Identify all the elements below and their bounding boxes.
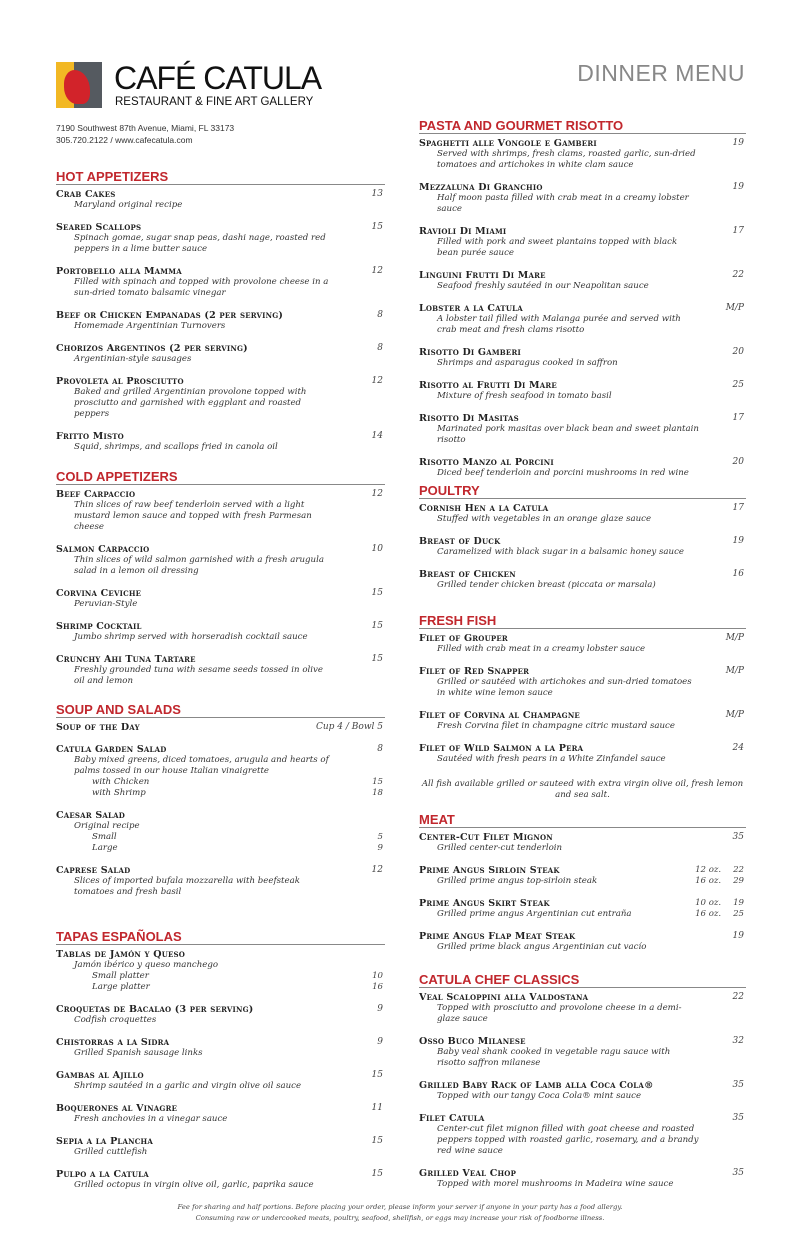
item-name: Boquerones al Vinagre [56, 1103, 178, 1114]
item-name: Grilled Veal Chop [419, 1168, 517, 1179]
section-title: FRESH FISH [419, 614, 746, 629]
section-title: TAPAS ESPAÑOLAS [56, 930, 385, 945]
brand-name: CAFÉ CATULA [114, 60, 322, 96]
item-description: Grilled center-cut tenderloin [437, 843, 563, 853]
menu-item [56, 621, 385, 643]
section-cold-appetizers [56, 470, 385, 698]
menu-item [56, 376, 385, 420]
size-label: 10 oz. [695, 898, 722, 908]
option-price: 10 [372, 971, 383, 981]
item-price: 15 [371, 588, 383, 598]
item-description: Topped with our tangy Coca Cola® mint sauce [437, 1091, 642, 1101]
item-name: Veal Scaloppini alla Valdostana [419, 992, 589, 1003]
section-title: SOUP AND SALADS [56, 703, 385, 718]
item-description: Served with shrimps, fresh clams, roasted garlic, sun-dried tomatoes and artichokes in white clam sauce [437, 149, 696, 170]
menu-item [419, 457, 746, 479]
item-price: 15 [371, 1136, 383, 1146]
item-description: Original recipe [74, 821, 140, 831]
menu-item [56, 310, 385, 332]
item-name: Crunchy Ahi Tuna Tartare [56, 654, 196, 665]
menu-item [419, 931, 746, 953]
item-name: Corvina Ceviche [56, 588, 142, 599]
menu-item [56, 1169, 385, 1191]
menu-item [419, 1036, 746, 1069]
item-price: 9 [377, 1004, 383, 1014]
section-catula-chef-classics [419, 973, 746, 1201]
item-description: Caramelized with black sugar in a balsamic honey sauce [437, 547, 684, 557]
item-price: 22 [732, 270, 744, 280]
item-name: Salmon Carpaccio [56, 544, 150, 555]
item-price: 35 [732, 1168, 744, 1178]
item-price: M/P [725, 303, 744, 313]
item-name: Crab Cakes [56, 189, 116, 200]
menu-item [56, 1103, 385, 1125]
item-name: Risotto Di Masitas [419, 413, 519, 424]
item-description: Codfish croquettes [74, 1015, 157, 1025]
item-price: 8 [377, 343, 383, 353]
item-price: 19 [732, 182, 744, 192]
item-price: 15 [371, 222, 383, 232]
section-title: COLD APPETIZERS [56, 470, 385, 485]
item-name: Seared Scallops [56, 222, 142, 233]
menu-item [419, 1080, 746, 1102]
item-option [56, 843, 385, 854]
item-description: Baby veal shank cooked in vegetable ragu sauce with risotto saffron milanese [437, 1047, 671, 1068]
item-name: Croquetas de Bacalao (3 per serving) [56, 1004, 254, 1015]
menu-item [419, 633, 746, 655]
menu-item [419, 743, 746, 765]
menu-item [419, 898, 746, 920]
item-price: 17 [732, 413, 744, 423]
menu-item [56, 1136, 385, 1158]
item-price: 35 [732, 1113, 744, 1123]
item-description: Diced beef tenderloin and porcini mushrooms in red wine [437, 468, 689, 478]
item-price: 32 [732, 1036, 744, 1046]
item-name: Beef Carpaccio [56, 489, 136, 500]
item-price: 25 [732, 380, 744, 390]
item-description: Jumbo shrimp served with horseradish cocktail sauce [74, 632, 308, 642]
item-price: 12 [371, 865, 383, 875]
item-name: Spaghetti alle Vongole e Gamberi [419, 138, 597, 149]
item-name: Grilled Baby Rack of Lamb alla Coca Cola® [419, 1080, 654, 1091]
item-name: Filet of Corvina al Champagne [419, 710, 580, 721]
item-price: 10 [371, 544, 383, 554]
item-description: Thin slices of raw beef tenderloin served with a light mustard lemon sauce and topped with fresh Parmesan cheese [74, 500, 312, 532]
item-description: Shrimp sautéed in a garlic and virgin olive oil sauce [74, 1081, 302, 1091]
menu-item [56, 222, 385, 255]
section-hot-appetizers [56, 170, 385, 464]
menu-item [419, 303, 746, 336]
item-price: M/P [725, 710, 744, 720]
item-price: 11 [371, 1103, 383, 1113]
item-description: Seafood freshly sautéed in our Neapolitan sauce [437, 281, 649, 291]
menu-item [419, 270, 746, 292]
option-price: 18 [372, 788, 383, 798]
item-description: Grilled prime angus top-sirloin steak [437, 876, 598, 886]
item-size-price [695, 876, 744, 887]
item-description: Grilled cuttlefish [74, 1147, 148, 1157]
item-description: Fresh Corvina filet in champagne citric mustard sauce [437, 721, 675, 731]
item-description: Grilled prime black angus Argentinian cut vacío [437, 942, 647, 952]
menu-item [56, 654, 385, 687]
option-price: 16 [372, 982, 383, 992]
item-name: Filet Catula [419, 1113, 485, 1124]
menu-item [419, 1113, 746, 1157]
item-description: Grilled octopus in virgin olive oil, garlic, paprika sauce [74, 1180, 314, 1190]
item-name: Prime Angus Sirloin Steak [419, 865, 560, 876]
item-description: Argentinian-style sausages [74, 354, 192, 364]
item-name: Chorizos Argentinos (2 per serving) [56, 343, 248, 354]
item-description: Slices of imported bufala mozzarella with beefsteak tomatoes and fresh basil [74, 876, 300, 897]
item-description: Stuffed with vegetables in an orange glaze sauce [437, 514, 652, 524]
item-name: Mezzaluna Di Granchio [419, 182, 543, 193]
item-price: 12 [371, 376, 383, 386]
menu-item [419, 413, 746, 446]
item-name: Breast of Chicken [419, 569, 516, 580]
option-label: Large platter [92, 982, 150, 992]
footer-disclaimer [0, 1202, 800, 1224]
menu-item [419, 536, 746, 558]
item-price: 15 [371, 621, 383, 631]
item-price: 8 [377, 310, 383, 320]
address: 7190 Southwest 87th Avenue, Miami, FL 33173 [56, 123, 235, 133]
menu-item [419, 992, 746, 1025]
item-description: Fresh anchovies in a vinegar sauce [74, 1114, 228, 1124]
cafe-catula-logo [56, 62, 102, 108]
item-description: Homemade Argentinian Turnovers [74, 321, 226, 331]
section-title: MEAT [419, 813, 746, 828]
item-description: Marinated pork masitas over black bean and sweet plantain risotto [437, 424, 699, 445]
item-name: Risotto Di Gamberi [419, 347, 521, 358]
menu-item [56, 865, 385, 898]
menu-item [419, 710, 746, 732]
contact-info [56, 122, 234, 146]
item-name: Caesar Salad [56, 810, 126, 821]
item-name: Filet of Wild Salmon a la Pera [419, 743, 584, 754]
menu-item [56, 588, 385, 610]
item-description: Spinach gomae, sugar snap peas, dashi nage, roasted red peppers in a lime butter sauce [74, 233, 326, 254]
item-price: 12 [371, 489, 383, 499]
item-description: Half moon pasta filled with crab meat in a creamy lobster sauce [437, 193, 689, 214]
item-price: Cup 4 / Bowl 5 [316, 722, 383, 732]
section-pasta-and-gourmet-risotto [419, 119, 746, 490]
menu-item [419, 832, 746, 854]
item-name: Gambas al Ajillo [56, 1070, 144, 1081]
menu-item [56, 1037, 385, 1059]
item-name: Osso Buco Milanese [419, 1036, 526, 1047]
section-tapas-espanolas [56, 930, 385, 1202]
menu-item [419, 569, 746, 591]
menu-item [56, 810, 385, 854]
item-name: Risotto al Frutti Di Mare [419, 380, 557, 391]
item-price: 20 [732, 457, 744, 467]
item-description: Maryland original recipe [74, 200, 183, 210]
item-price: 15 [371, 1070, 383, 1080]
section-title: HOT APPETIZERS [56, 170, 385, 185]
section-note: All fish available grilled or sauteed with extra virgin olive oil, fresh lemon and sea salt. [421, 779, 744, 800]
item-description: Shrimps and asparagus cooked in saffron [437, 358, 618, 368]
option-price: 9 [377, 843, 383, 853]
item-price: 19 [732, 138, 744, 148]
menu-title: DINNER MENU [577, 60, 745, 86]
item-description: Jamón ibérico y queso manchego [74, 960, 219, 970]
item-name: Ravioli Di Miami [419, 226, 507, 237]
menu-item [419, 182, 746, 215]
item-price: 17 [732, 226, 744, 236]
item-size-price [695, 909, 744, 920]
item-name: Prime Angus Skirt Steak [419, 898, 550, 909]
brand-tagline: RESTAURANT & FINE ART GALLERY [115, 96, 314, 108]
phone-and-website[interactable]: 305.720.2122 / www.cafecatula.com [56, 135, 193, 145]
item-price: 8 [377, 744, 383, 754]
size-label: 12 oz. [695, 865, 722, 875]
menu-item [56, 744, 385, 799]
menu-item [56, 722, 385, 733]
item-option [56, 788, 385, 799]
item-price: M/P [725, 666, 744, 676]
item-description: Topped with prosciutto and provolone cheese in a demi-glaze sauce [437, 1003, 682, 1024]
section-title: PASTA AND GOURMET RISOTTO [419, 119, 746, 134]
item-price: 24 [732, 743, 744, 753]
menu-item [56, 343, 385, 365]
item-price: 9 [377, 1037, 383, 1047]
item-price: 15 [371, 1169, 383, 1179]
item-description: Sautéed with fresh pears in a White Zinfandel sauce [437, 754, 666, 764]
item-price: 19 [732, 536, 744, 546]
item-description: Baby mixed greens, diced tomatoes, arugula and hearts of palms tossed in our house Italian vinaigrette [74, 755, 329, 776]
item-name: Provoleta al Prosciutto [56, 376, 184, 387]
item-description: Baked and grilled Argentinian provolone topped with prosciutto and garnished with eggplant and roasted peppers [74, 387, 307, 419]
menu-item [419, 865, 746, 887]
menu-item [419, 1168, 746, 1190]
item-name: Fritto Misto [56, 431, 124, 442]
item-price: 17 [732, 503, 744, 513]
item-description: Grilled or sautéed with artichokes and sun-dried tomatoes in white wine lemon sauce [437, 677, 692, 698]
item-name: Prime Angus Flap Meat Steak [419, 931, 576, 942]
item-option [56, 832, 385, 843]
item-option [56, 982, 385, 993]
item-price: 20 [732, 347, 744, 357]
menu-item [56, 1004, 385, 1026]
option-label: Small [92, 832, 117, 842]
option-label: with Shrimp [92, 788, 146, 798]
menu-item [419, 666, 746, 699]
menu-item [419, 380, 746, 402]
item-name: Linguini Frutti Di Mare [419, 270, 546, 281]
item-name: Risotto Manzo al Porcini [419, 457, 554, 468]
item-price: 14 [371, 431, 383, 441]
section-fresh-fish [419, 614, 746, 801]
menu-item [56, 1070, 385, 1092]
item-description: Filled with crab meat in a creamy lobster sauce [437, 644, 646, 654]
item-size-price [695, 898, 744, 909]
item-name: Shrimp Cocktail [56, 621, 142, 632]
item-price: 12 [371, 266, 383, 276]
section-poultry [419, 484, 746, 602]
item-price: 22 [732, 992, 744, 1002]
item-price: 35 [732, 832, 744, 842]
item-description: Freshly grounded tuna with sesame seeds tossed in olive oil and lemon [74, 665, 323, 686]
section-title: CATULA CHEF CLASSICS [419, 973, 746, 988]
footer-line-1: Fee for sharing and half portions. Before placing your order, please inform your server if anyone in your party has a food allergy. [177, 1203, 623, 1211]
option-label: Small platter [92, 971, 149, 981]
item-name: Tablas de Jamón y Queso [56, 949, 186, 960]
menu-item [56, 489, 385, 533]
menu-item [419, 138, 746, 171]
section-title: POULTRY [419, 484, 746, 499]
section-meat [419, 813, 746, 964]
option-price: 5 [377, 832, 383, 842]
item-price: 16 [732, 569, 744, 579]
menu-item [56, 949, 385, 993]
size-label: 16 oz. [695, 909, 722, 919]
item-description: Grilled Spanish sausage links [74, 1048, 203, 1058]
option-label: Large [92, 843, 118, 853]
item-description: Filled with pork and sweet plantains topped with black bean purée sauce [437, 237, 678, 258]
item-description: Thin slices of wild salmon garnished with a fresh arugula salad in a lemon oil dressing [74, 555, 324, 576]
item-price: M/P [725, 633, 744, 643]
menu-item [419, 347, 746, 369]
item-name: Chistorras a la Sidra [56, 1037, 170, 1048]
item-description: Mixture of fresh seafood in tomato basil [437, 391, 612, 401]
item-name: Soup of the Day [56, 722, 140, 733]
item-name: Caprese Salad [56, 865, 131, 876]
option-price: 15 [372, 777, 383, 787]
item-name: Cornish Hen a la Catula [419, 503, 549, 514]
footer-line-2: Consuming raw or undercooked meats, poultry, seafood, shellfish, or eggs may increase your risk of foodborne illness. [195, 1214, 605, 1222]
item-description: Filled with spinach and topped with provolone cheese in a sun-dried tomato balsamic vinegar [74, 277, 329, 298]
item-description: Peruvian-Style [74, 599, 138, 609]
menu-item [419, 226, 746, 259]
size-price: 29 [733, 876, 744, 886]
size-label: 16 oz. [695, 876, 722, 886]
item-option [56, 971, 385, 982]
menu-item [56, 544, 385, 577]
size-price: 19 [733, 898, 744, 908]
item-price: 35 [732, 1080, 744, 1090]
section-soup-and-salads [56, 703, 385, 909]
item-name: Beef or Chicken Empanadas (2 per serving) [56, 310, 284, 321]
menu-item [56, 431, 385, 453]
item-option [56, 777, 385, 788]
item-description: Squid, shrimps, and scallops fried in canola oil [74, 442, 278, 452]
item-name: Filet of Grouper [419, 633, 508, 644]
item-description: Grilled prime angus Argentinian cut entraña [437, 909, 632, 919]
item-name: Catula Garden Salad [56, 744, 167, 755]
item-name: Sepia a la Plancha [56, 1136, 153, 1147]
size-price: 25 [733, 909, 744, 919]
item-description: Grilled tender chicken breast (piccata or marsala) [437, 580, 656, 590]
item-description: A lobster tail filled with Malanga purée and served with crab meat and fresh clams risotto [437, 314, 681, 335]
item-name: Filet of Red Snapper [419, 666, 530, 677]
item-name: Lobster a la Catula [419, 303, 523, 314]
item-size-price [695, 865, 744, 876]
menu-item [56, 266, 385, 299]
item-price: 15 [371, 654, 383, 664]
item-name: Breast of Duck [419, 536, 501, 547]
option-label: with Chicken [92, 777, 150, 787]
item-description: Center-cut filet mignon filled with goat cheese and roasted peppers topped with roasted garlic, rosemary, and a brandy red wine sauce [437, 1124, 699, 1156]
item-price: 13 [371, 189, 383, 199]
menu-item [56, 189, 385, 211]
item-name: Portobello alla Mamma [56, 266, 182, 277]
menu-item [419, 503, 746, 525]
item-price: 19 [732, 931, 744, 941]
size-price: 22 [733, 865, 744, 875]
item-name: Pulpo a la Catula [56, 1169, 149, 1180]
item-name: Center-Cut Filet Mignon [419, 832, 553, 843]
item-description: Topped with morel mushrooms in Madeira wine sauce [437, 1179, 674, 1189]
